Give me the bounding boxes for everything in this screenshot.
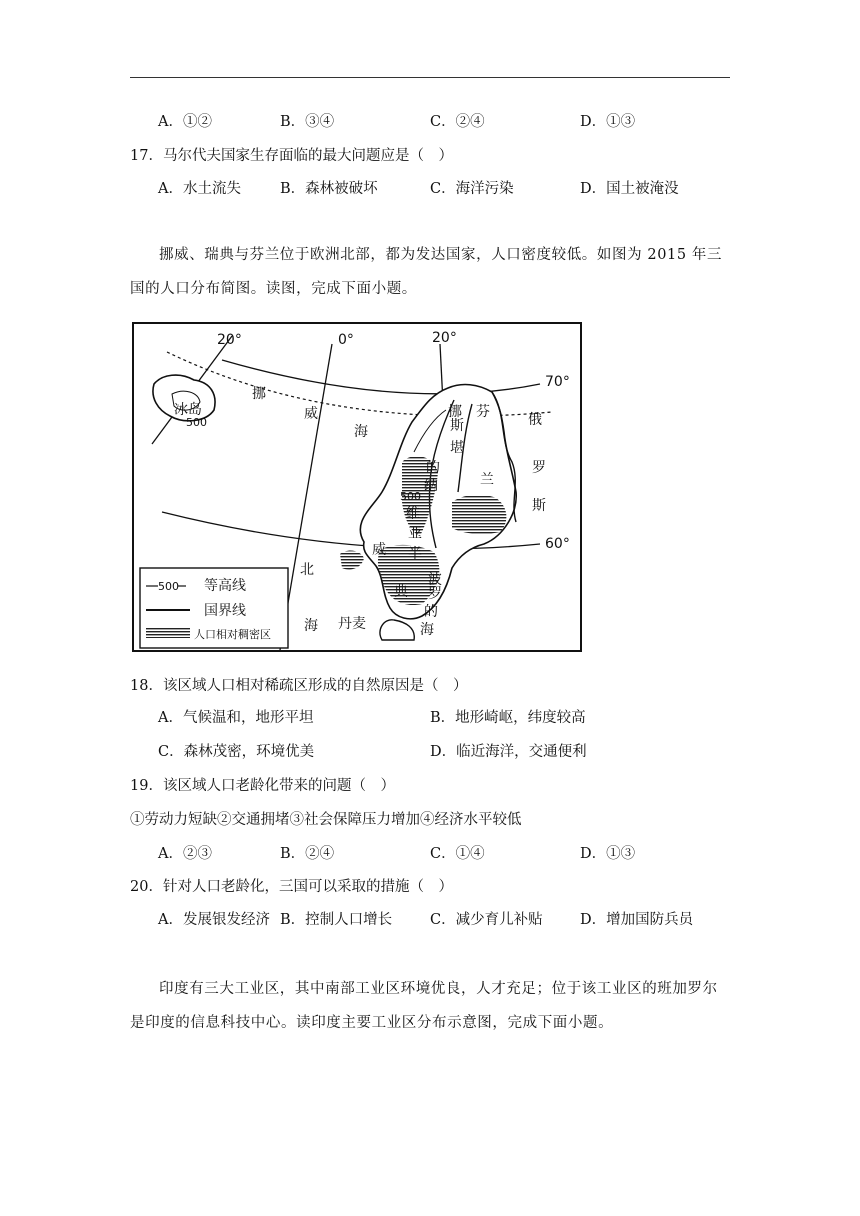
- label-peninsula-5: 维: [406, 506, 420, 522]
- q19-option-d[interactable]: D．①③: [580, 846, 636, 862]
- q18-option-a[interactable]: A．气候温和，地形平坦: [158, 710, 314, 726]
- q19-option-c[interactable]: C．①④: [430, 846, 485, 862]
- q19-items: ①劳动力短缺②交通拥堵③社会保障压力增加④经济水平较低: [130, 812, 522, 828]
- label-russia-1: 俄: [528, 412, 542, 428]
- q18-option-b[interactable]: B．地形崎岖，纬度较高: [430, 710, 586, 726]
- label-peninsula-1: 斯: [450, 418, 464, 434]
- label-russia-3: 斯: [532, 498, 546, 514]
- label-iceland: 冰岛: [174, 402, 202, 418]
- legend-dense-swatch: [146, 628, 190, 638]
- nordic-population-map: [132, 322, 582, 652]
- q20-option-b[interactable]: B．控制人口增长: [280, 912, 393, 928]
- intro-india: 印度有三大工业区，其中南部工业区环境优良，人才充足；位于该工业区的班加罗尔是印度的信息科技中心。读印度主要工业区分布示意图，完成下面小题。: [130, 981, 718, 1031]
- lon-label-20w: 20°: [217, 332, 242, 348]
- q20-option-c[interactable]: C．减少育儿补贴: [430, 912, 543, 928]
- label-north-sea-2: 海: [304, 618, 318, 634]
- label-peninsula-4: 纳: [424, 478, 438, 494]
- q20-option-a[interactable]: A．发展银发经济: [158, 912, 270, 928]
- legend-contour-sample: 500: [158, 580, 179, 593]
- q17-stem: 17．马尔代夫国家生存面临的最大问题应是（ ）: [130, 148, 453, 164]
- intro-nordic: 挪威、瑞典与芬兰位于欧洲北部，都为发达国家，人口密度较低。如图为 2015 年三国的人口分布简图。读图，完成下面小题。: [130, 247, 723, 297]
- q18-option-c[interactable]: C．森林茂密，环境优美: [158, 744, 315, 760]
- q20-stem: 20．针对人口老龄化，三国可以采取的措施（ ）: [130, 879, 453, 895]
- q19-option-b[interactable]: B．②④: [280, 846, 335, 862]
- label-contour-500-peninsula: 500: [400, 490, 421, 503]
- q19-option-a[interactable]: A．②③: [158, 846, 212, 862]
- lat-label-60: 60°: [545, 536, 570, 552]
- label-baltic-3: 的: [424, 604, 438, 620]
- label-peninsula-7: 半: [408, 546, 422, 562]
- label-contour-500-iceland: 500: [186, 416, 207, 429]
- label-denmark: 丹麦: [338, 616, 366, 632]
- label-russia-2: 罗: [532, 460, 546, 476]
- label-sweden: 典: [394, 584, 408, 600]
- label-norway-west: 威: [372, 542, 386, 558]
- legend-dense-label: 人口相对稠密区: [194, 628, 271, 641]
- q17-option-a[interactable]: A．水土流失: [158, 181, 241, 197]
- q17-option-b[interactable]: B．森林被破坏: [280, 181, 378, 197]
- label-norwegian-sea-1: 挪: [252, 386, 266, 402]
- legend-contour-label: 等高线: [204, 578, 246, 594]
- label-peninsula-2: 堪: [450, 440, 464, 456]
- q16-option-a[interactable]: A．①②: [158, 114, 212, 130]
- q16-option-c[interactable]: C．②④: [430, 114, 485, 130]
- dense-area-finland: [452, 495, 506, 535]
- label-peninsula-3: 的: [426, 460, 440, 476]
- label-peninsula-6: 亚: [408, 526, 422, 542]
- label-norway-north: 挪: [448, 404, 462, 420]
- lon-label-20e: 20°: [432, 330, 457, 346]
- label-baltic-2: 罗: [428, 586, 442, 602]
- q17-option-d[interactable]: D．国土被淹没: [580, 181, 679, 197]
- label-norwegian-sea-2: 威: [304, 406, 318, 422]
- q18-stem: 18．该区域人口相对稀疏区形成的自然原因是（ ）: [130, 678, 468, 694]
- legend-border-label: 国界线: [204, 603, 246, 619]
- label-baltic-4: 海: [420, 622, 434, 638]
- label-norwegian-sea-3: 海: [354, 424, 368, 440]
- q16-option-d[interactable]: D．①③: [580, 114, 636, 130]
- lat-label-70: 70°: [545, 374, 570, 390]
- q17-option-c[interactable]: C．海洋污染: [430, 181, 514, 197]
- q18-option-d[interactable]: D．临近海洋，交通便利: [430, 744, 587, 760]
- lon-label-0: 0°: [338, 332, 354, 348]
- q19-stem: 19．该区域人口老龄化带来的问题（ ）: [130, 778, 395, 794]
- label-finland-2: 兰: [480, 472, 494, 488]
- q20-option-d[interactable]: D．增加国防兵员: [580, 912, 694, 928]
- q16-option-b[interactable]: B．③④: [280, 114, 335, 130]
- label-finland-1: 芬: [476, 404, 490, 420]
- label-north-sea-1: 北: [300, 562, 314, 578]
- label-baltic-1: 波: [428, 572, 442, 588]
- header-rule: [130, 77, 730, 78]
